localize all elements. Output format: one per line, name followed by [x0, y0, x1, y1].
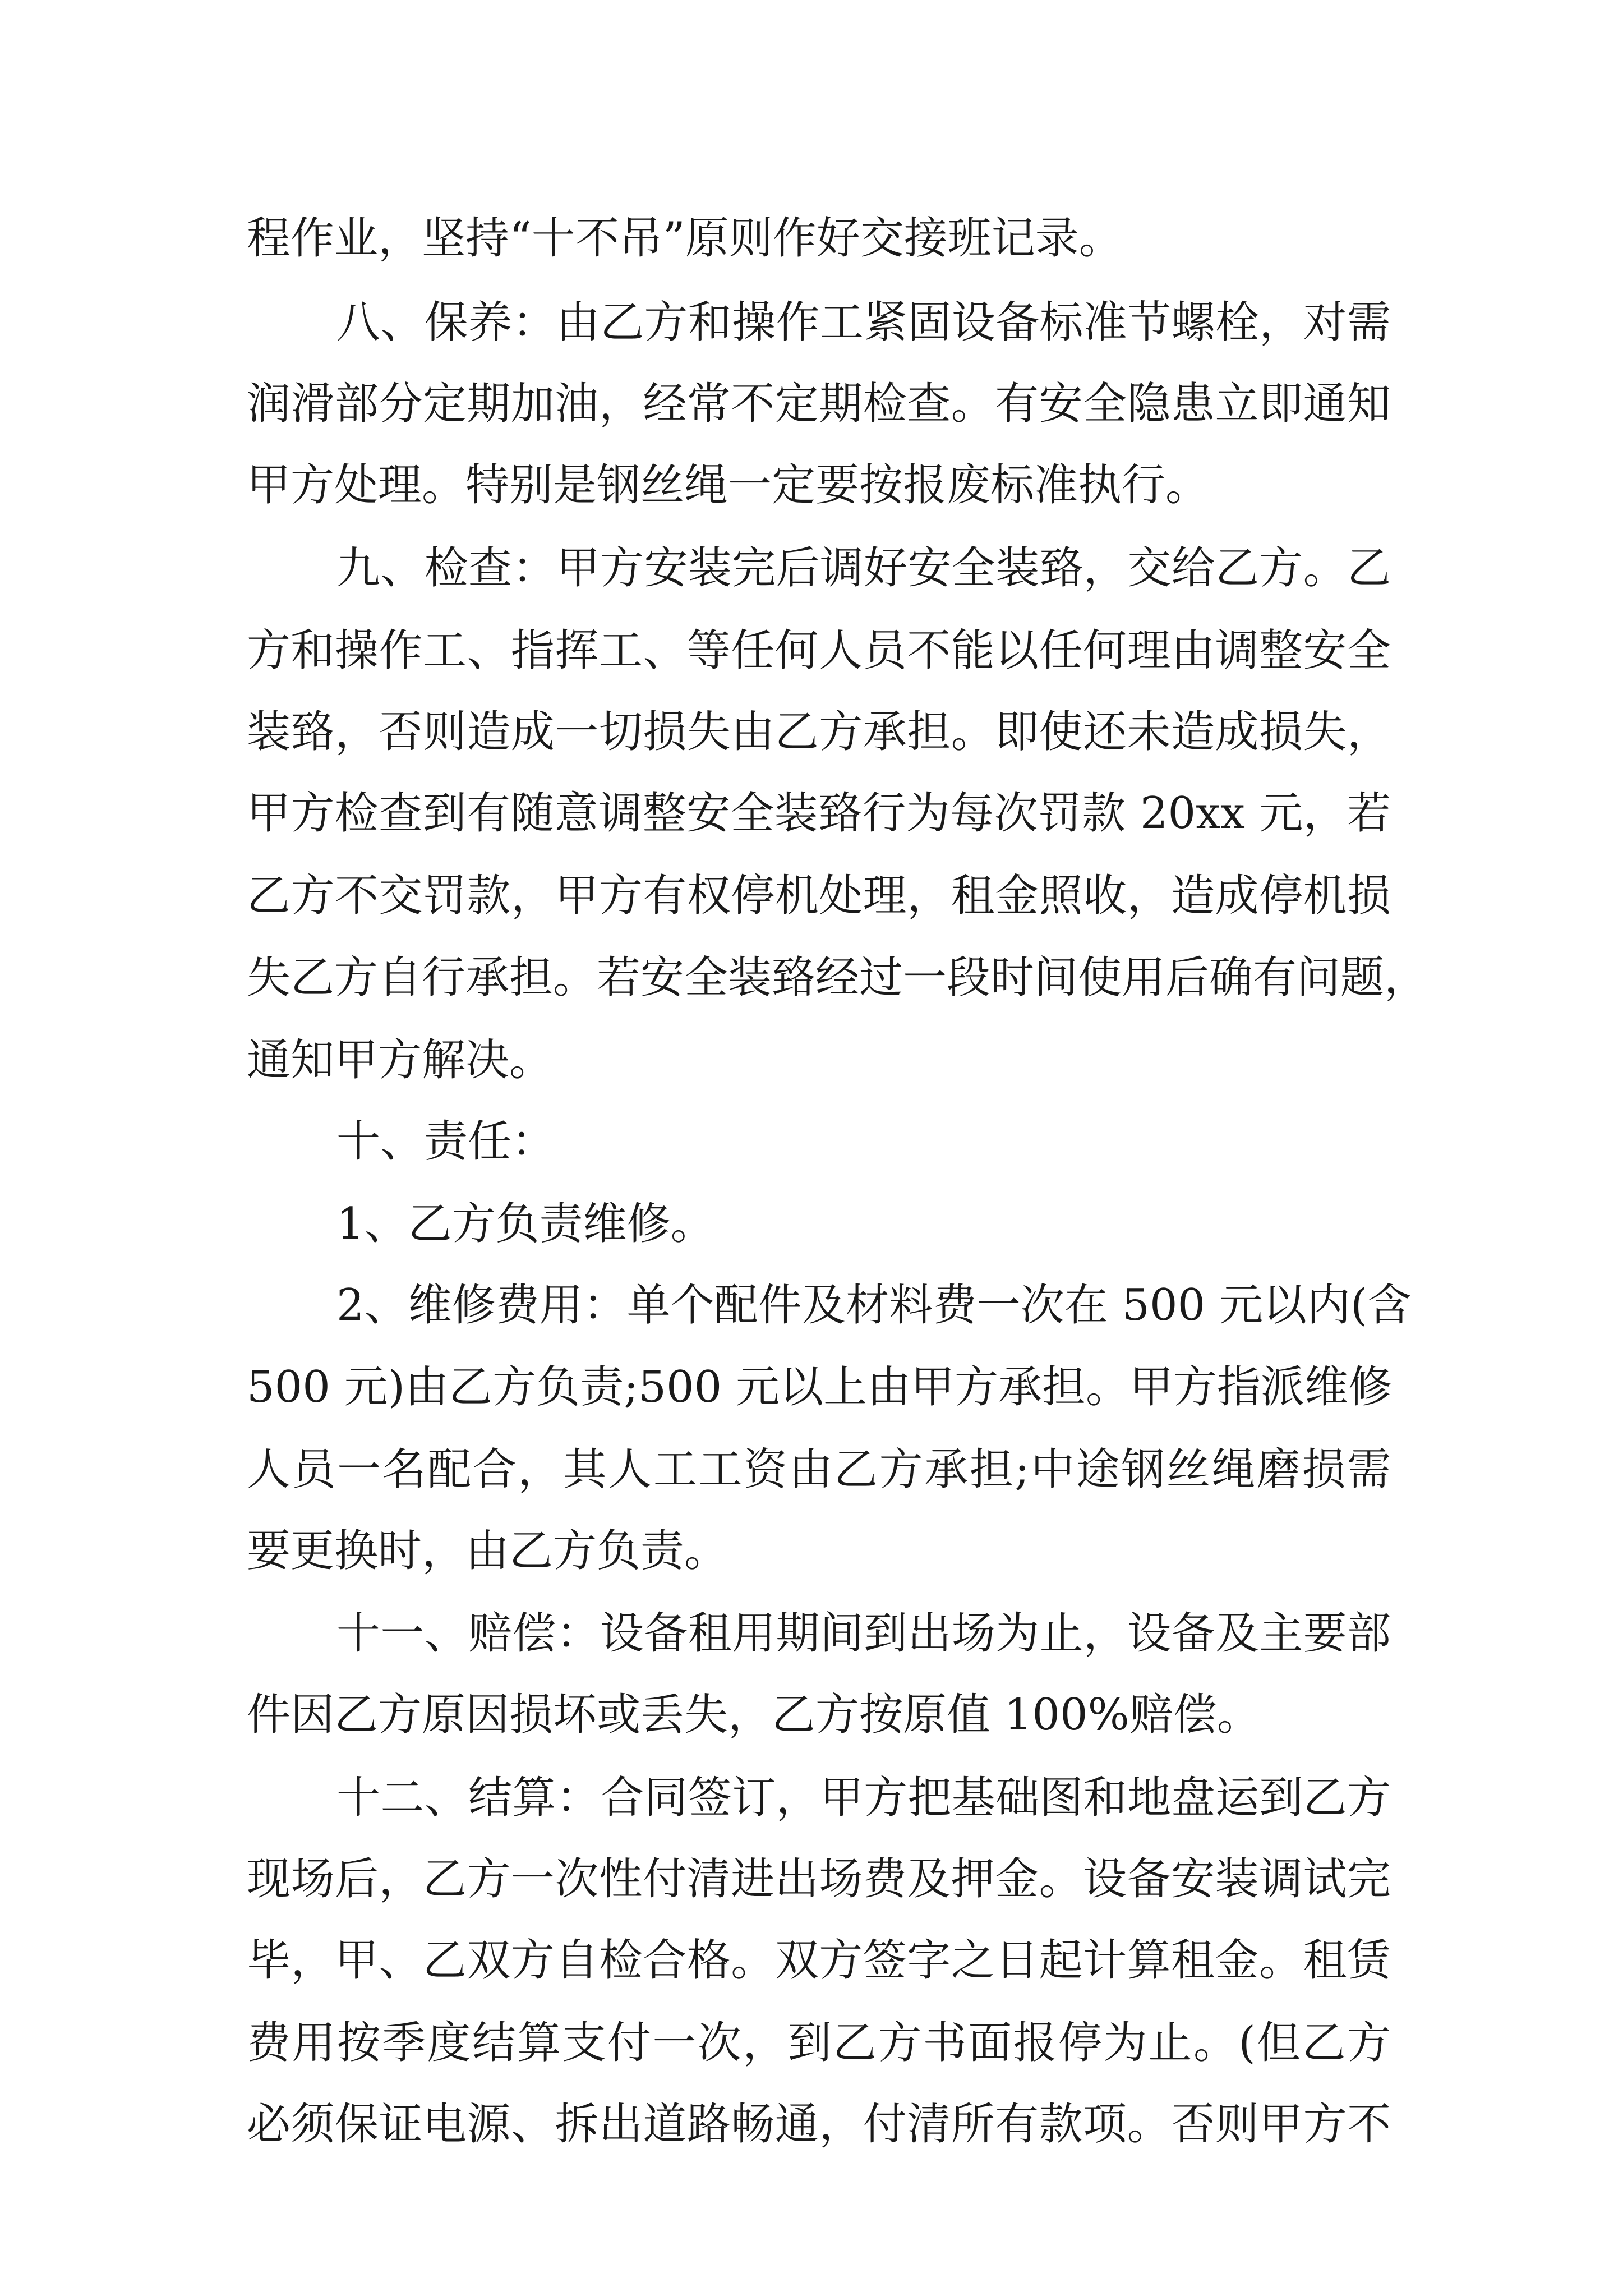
- text-line: 程作业，坚持“十不吊”原则作好交接班记录。: [247, 213, 1123, 264]
- text-line: 要更换时，由乙方负责。: [247, 1526, 728, 1576]
- text-line: 甲方处理。特别是钢丝绳一定要按报废标准执行。: [247, 460, 1210, 510]
- text-line: 1、乙方负责维修。: [336, 1199, 714, 1249]
- text-line: 九、检查：甲方安装完后调好安全装臵，交给乙方。乙: [336, 543, 1391, 593]
- text-line: 件因乙方原因损坏或丢失，乙方按原值 100%赔偿。: [247, 1690, 1261, 1740]
- text-line: 毕，甲、乙双方自检合格。双方签字之日起计算租金。租赁: [247, 1935, 1391, 1986]
- text-line: 现场后，乙方一次性付清进出场费及押金。设备安装调试完: [247, 1854, 1391, 1904]
- text-line: 装臵，否则造成一切损失由乙方承担。即使还未造成损失，: [247, 707, 1391, 757]
- text-line: 必须保证电源、拆出道路畅通，付清所有款项。否则甲方不: [247, 2099, 1391, 2150]
- text-line: 2、维修费用：单个配件及材料费一次在 500 元以内(含: [336, 1280, 1412, 1331]
- text-line: 乙方不交罚款，甲方有权停机处理，租金照收，造成停机损: [247, 871, 1391, 921]
- text-line: 通知甲方解决。: [247, 1035, 554, 1085]
- text-line: 十、责任：: [336, 1116, 556, 1167]
- text-line: 费用按季度结算支付一次，到乙方书面报停为止。(但乙方: [247, 2018, 1391, 2068]
- text-line: 甲方检查到有随意调整安全装臵行为每次罚款 20xx 元，若: [247, 788, 1391, 839]
- text-line: 人员一名配合，其人工工资由乙方承担;中途钢丝绳磨损需: [247, 1444, 1391, 1495]
- text-line: 润滑部分定期加油，经常不定期检查。有安全隐患立即通知: [247, 379, 1391, 429]
- text-line: 十二、结算：合同签订，甲方把基础图和地盘运到乙方: [336, 1773, 1391, 1823]
- text-line: 方和操作工、指挥工、等任何人员不能以任何理由调整安全: [247, 625, 1391, 676]
- text-line: 十一、赔偿：设备租用期间到出场为止，设备及主要部: [336, 1608, 1391, 1659]
- text-line: 八、保养：由乙方和操作工紧固设备标准节螺栓，对需: [336, 297, 1391, 348]
- text-line: 500 元)由乙方负责;500 元以上由甲方承担。甲方指派维修: [247, 1362, 1393, 1412]
- text-line: 失乙方自行承担。若安全装臵经过一段时间使用后确有问题，: [247, 953, 1428, 1003]
